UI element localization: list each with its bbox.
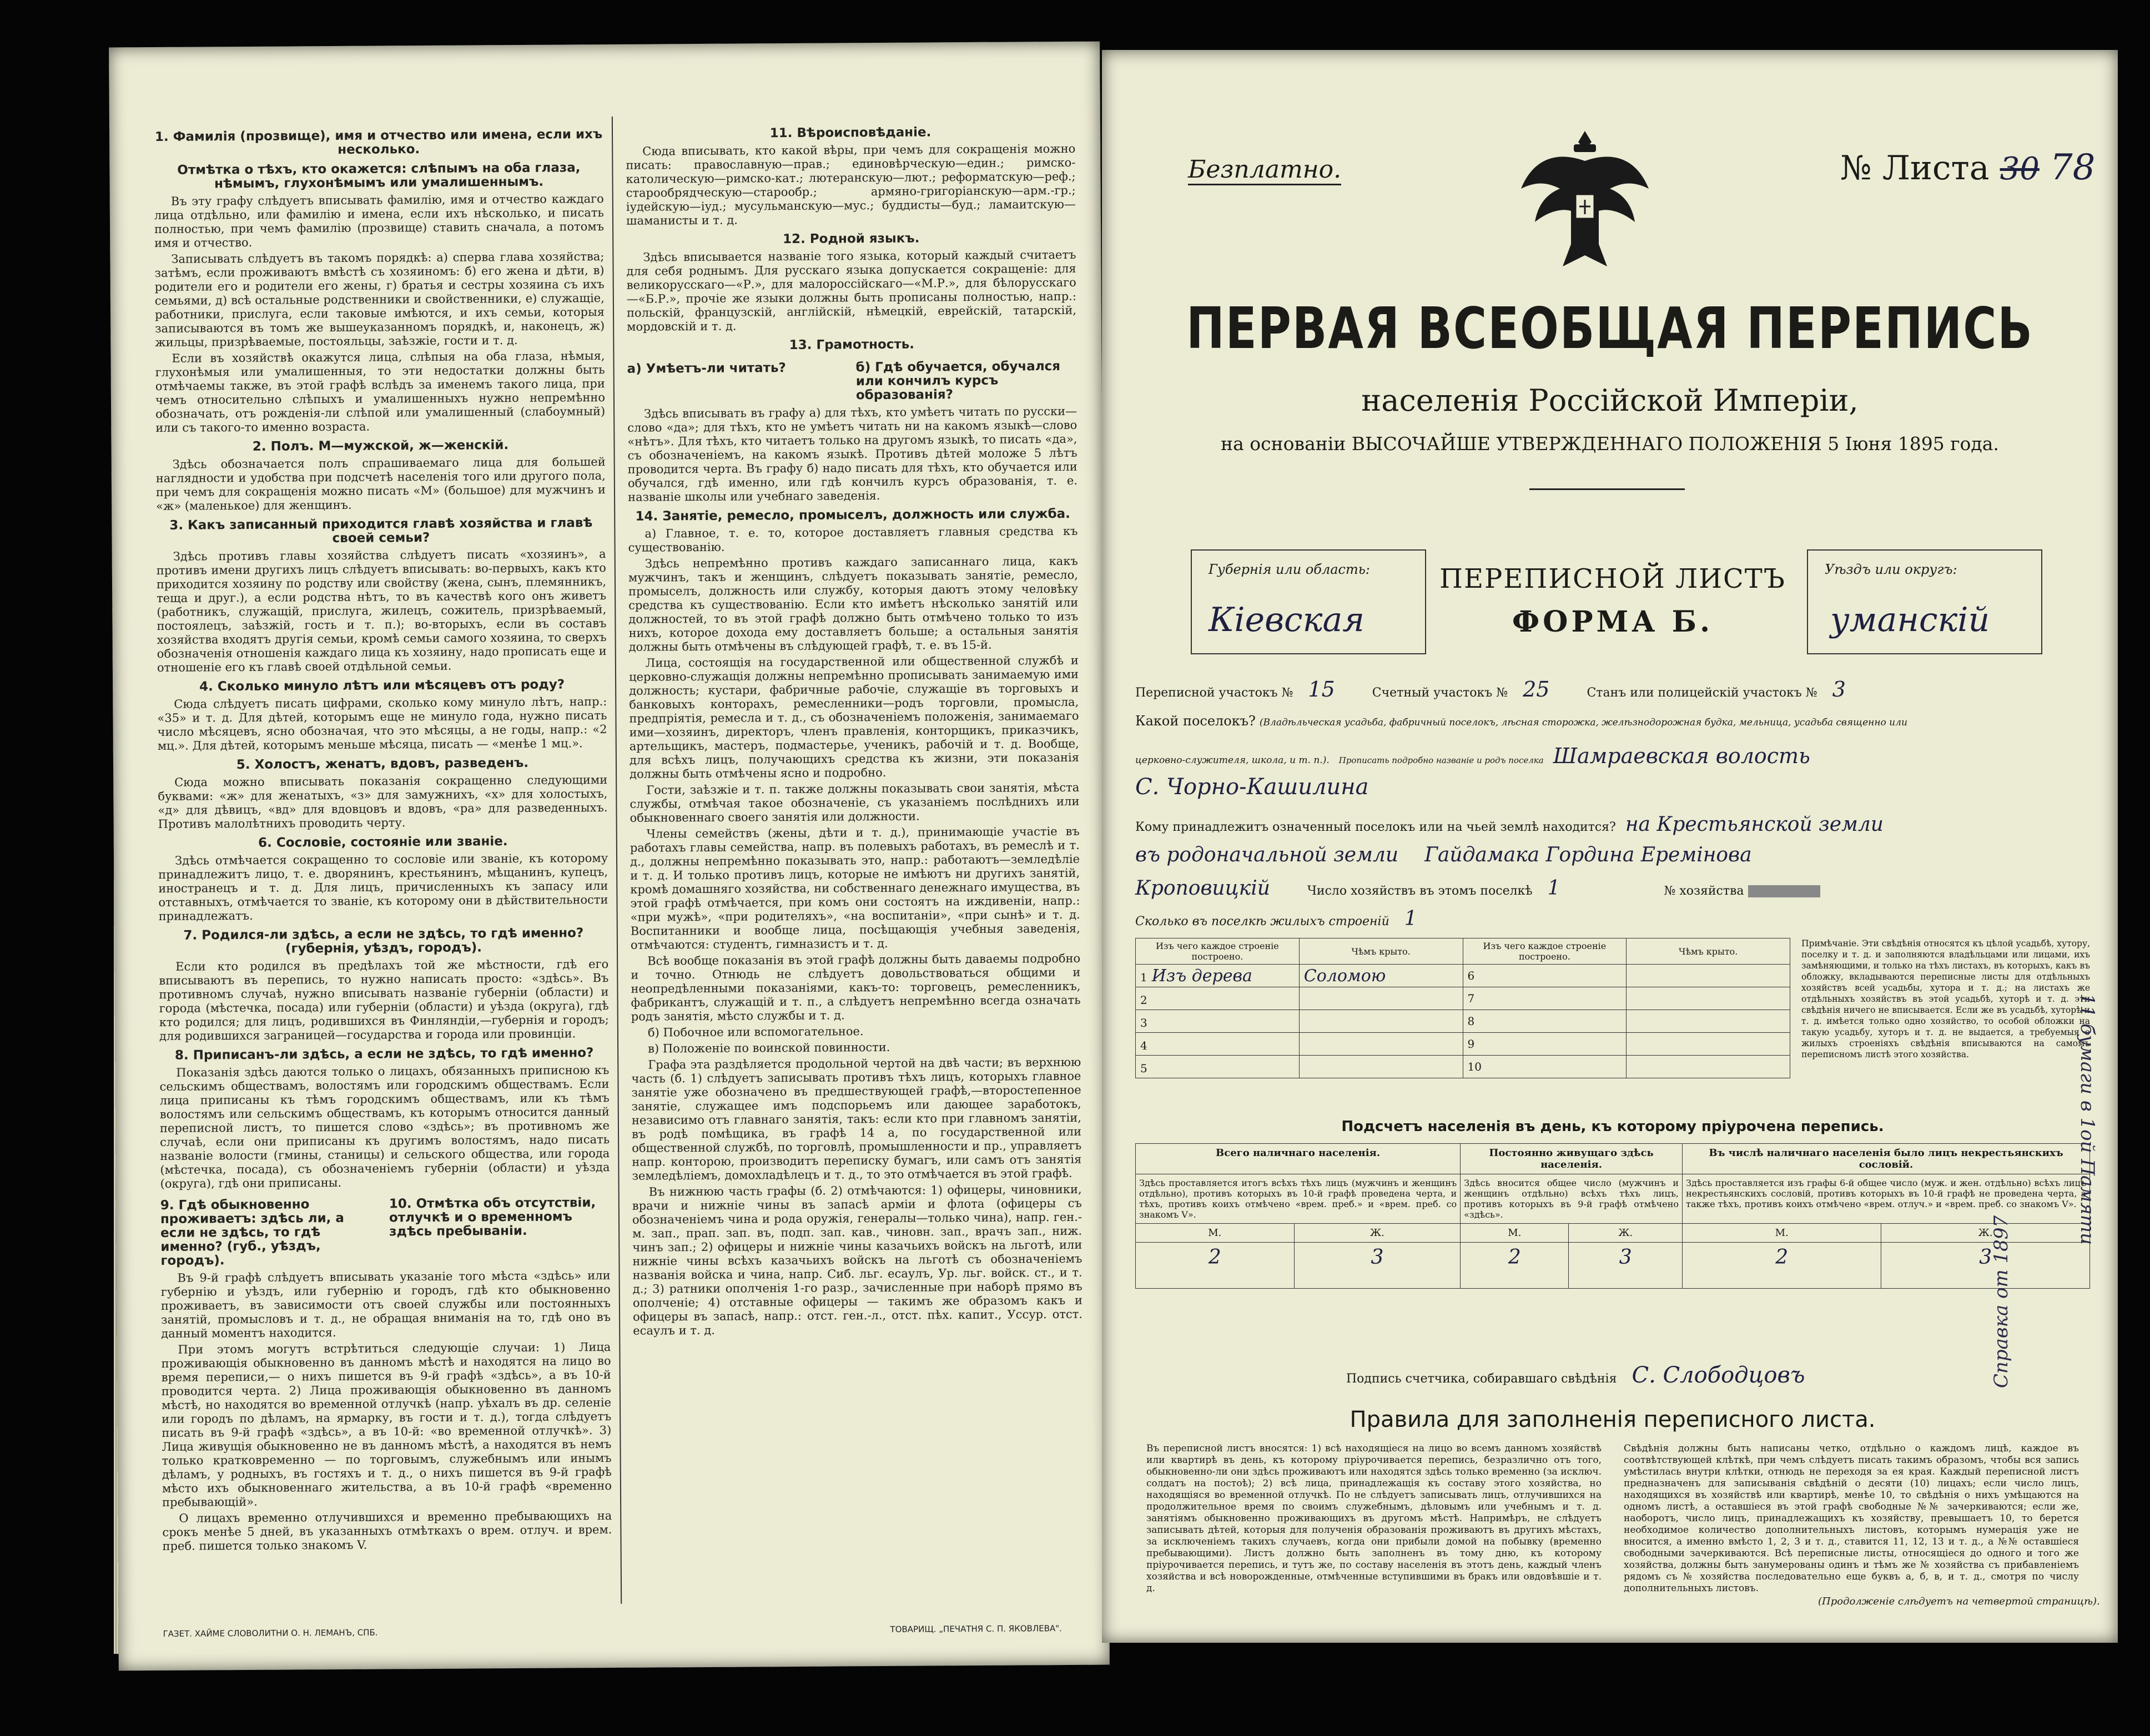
form-title: ПЕРЕПИСНОЙ ЛИСТЪ	[1439, 563, 1786, 594]
instruction-heading: 4. Сколько минуло лѣтъ или мѣсяцевъ отъ роду?	[199, 677, 565, 694]
instruction-paragraph: Здѣсь вписывать въ графу а) для тѣхъ, кто умѣетъ читать по русски—слово «да»; для тѣхъ, кто не умѣетъ читать ни на какомъ языкѣ—слово «нѣтъ». Для тѣхъ, кто читаетъ только на другомъ языкѣ, то писать «да», съ обозначеніемъ, на какомъ языкѣ. Противъ дѣтей моложе 5 лѣтъ проводится черта. Въ графу б) надо писать для тѣхъ, кто обучается или обучался, гдѣ именно, или гдѣ кончилъ курсъ образованія, т. е. названіе школы или учебнаго заведенія.	[627, 404, 1077, 504]
signature-value: С. Слободцовъ	[1632, 1362, 1805, 1388]
building-row	[1136, 1033, 1790, 1056]
district-label: Уѣздъ или округъ:	[1825, 562, 1957, 577]
instruction-paragraph: Здѣсь обозначается полъ спрашиваемаго лица для большей наглядности и удобства при подсчетѣ населенія того или другого пола, при чемъ для сокращенія можно писать «М» (большое) для мужчинъ и «ж» (маленькое) для женщинъ.	[155, 455, 606, 513]
building-number: 5	[1140, 1061, 1147, 1075]
instruction-paragraph: Лица, состоящія на государственной или общественной службѣ и церковно-служащія должны непремѣнно прописывать занимаемую ими должность; кустари, фабричные рабочіе, служащіе въ торговыхъ и банковыхъ конторахъ, ремесленники—родъ торговли, промысла, предпріятія, ремесла и т. д., съ обозначеніемъ положенія, занимаемаго ими—хозяинъ, директоръ, членъ правленія, конторщикъ, приказчикъ, артельщикъ, мастеръ, подмастерье, ученикъ, рабочій и т. д. Вообще, для всѣхъ лицъ, получающихъ средства къ жизни, эти показанія должны быть отмѣчены ясно и подробно.	[628, 653, 1080, 781]
instructions-column-2	[626, 119, 1084, 1598]
settlement-note-3: Прописать подробно названіе и родъ поселка	[1338, 755, 1544, 765]
owner-label: Кому принадлежитъ означенный поселокъ или на чьей землѣ находится?	[1135, 820, 1616, 834]
instruction-heading: 2. Полъ. М—мужской, ж—женскій.	[252, 438, 509, 454]
instruction-paragraph: Здѣсь вписывается названіе того языка, который каждый считаетъ для себя роднымъ. Для русскаго языка допускается сокращеніе: для великорусскаго—«Р.», для малороссійскаго—«М.Р.», для бѣлорусскаго—«Б.Р.», прочіе же языки должны быть прописаны полностью, напр.: польскій, французскій, англійскій, нѣмецкій, еврейскій, татарскій, мордовскій и т. д.	[626, 248, 1077, 334]
households-value: 1	[1547, 877, 1560, 900]
count-district-label: Счетный участокъ №	[1372, 686, 1508, 700]
building-material-value	[1147, 989, 1152, 1008]
instruction-heading: 6. Сословіе, состояніе или званіе.	[258, 834, 508, 850]
building-roof-value	[1299, 1056, 1463, 1078]
male-header: М.	[1683, 1224, 1881, 1243]
owner-value-3: Гайдамака Гордина Еремінова	[1424, 844, 1752, 866]
building-material-header: Изъ чего каждое строеніе построено.	[1136, 938, 1300, 965]
instruction-heading: 14. Занятіе, ремесло, промыселъ, должность или служба.	[635, 506, 1070, 524]
signature-label: Подпись счетчика, собиравшаго свѣдѣнія	[1346, 1372, 1617, 1386]
column-divider	[612, 117, 622, 1604]
settlement-line	[1135, 713, 2090, 729]
households-line	[1135, 877, 2090, 900]
instruction-heading: 1. Фамилія (прозвище), имя и отчество или имена, если ихъ несколько.	[154, 127, 603, 157]
non-peasant-male-value: 2	[1683, 1243, 1881, 1289]
instruction-paragraph: Въ 9-й графѣ слѣдуетъ вписывать указаніе того мѣста «здѣсь» или губернію и уѣздъ, или губернію и городъ, гдѣ кто обыкновенно проживаетъ, въ зависимости отъ своей службы или постоянныхъ занятій, промысловъ и т. д., не обращая вниманія на то, гдѣ оно въ данный моментъ находится.	[160, 1269, 611, 1340]
building-roof-cell	[1627, 1056, 1790, 1078]
instruction-paragraph: а) Главное, т. е. то, которое доставляетъ главныя средства къ существованію.	[628, 524, 1078, 554]
building-row	[1136, 1056, 1790, 1078]
province-box	[1191, 549, 1426, 654]
instruction-heading: а) Умѣетъ-ли читать?	[627, 361, 786, 376]
instruction-paragraph: Въ нижнюю часть графы (б. 2) отмѣчаются: 1) офицеры, чиновники, врачи и нижніе чины въ запасѣ арміи и флота (офицеры съ обозначеніемъ чина и рода оружія, генералы—только чина), напр. ген.-м. зап., прап. зап. въ, подп. зап. кав., чиновн. зап., врачъ зап., ниж. чинъ зап.; 2) офицеры и нижніе чины казачьихъ войскъ на льготѣ, или нижніе чины всѣхъ казачьихъ войскъ на льготѣ съ обозначеніемъ названія войска и чина, напр. Сиб. льг. есаулъ, Ур. льг. войск. ст., и т. д.; 3) ратники ополченія 1-го разр., зачисленные при наборѣ прямо въ ополченіе; 4) отставные офицеры — такимъ же образомъ какъ и офицеры въ запасѣ, напр.: отст. ген.-л., отст. пѣх. капит., Уссур. отст. есаулъ и т. д.	[632, 1182, 1083, 1338]
instruction-heading: Отмѣтка о тѣхъ, кто окажется: слѣпымъ на оба глаза, нѣмымъ, глухонѣмымъ или умалишеннымъ.	[177, 160, 581, 191]
building-roof-value	[1299, 987, 1463, 1010]
building-roof-header: Чѣмъ крыто.	[1299, 938, 1463, 965]
province-value: Кіевская	[1209, 600, 1364, 639]
census-decree: на основаніи ВЫСОЧАЙШЕ УТВЕРЖДЕННАГО ПОЛОЖЕНІЯ 5 Іюня 1895 года.	[1221, 433, 1999, 455]
instruction-paragraph: Графа эта раздѣляется продольной чертой на двѣ части; въ верхнюю часть (б. 1) слѣдуетъ записывать противъ тѣхъ лицъ, которыхъ главное занятіе уже обозначено въ предшествующей графѣ,—второстепенное занятіе, служащее имъ подспорьемъ или дающее заработокъ, независимо отъ главнаго занятія, такъ: если кто при главномъ занятіи, въ родѣ помѣщика, въ графѣ 14 а, по государственной или общественной службѣ, по торговлѣ, промышленности и пр., управляетъ напр. конторою, производитъ переписку бумагъ, или самъ отъ занятія земледѣліемъ, домохладѣлецъ и т. д., то это отмѣчается въ этой графѣ.	[631, 1055, 1082, 1183]
settlement-label: Какой поселокъ?	[1135, 713, 1256, 729]
free-of-charge-label: Безплатно.	[1188, 155, 1341, 185]
building-material-value	[1147, 1012, 1152, 1031]
margin-handwriting-2: Справка от 1897	[1990, 1215, 2012, 1389]
instruction-heading: 5. Холостъ, женатъ, вдовъ, разведенъ.	[236, 755, 529, 773]
instruction-paragraph: Гости, заѣзжіе и т. п. также должны показывать свои занятія, мѣста службы, отмѣчая такое обозначеніе, съ указаніемъ послѣднихъ или обыкновеннаго своего занятія или должности.	[630, 780, 1080, 825]
building-roof-cell	[1627, 987, 1790, 1010]
printer-footer-right: ТОВАРИЩ. „ПЕЧАТНЯ С. П. ЯКОВЛЕВА".	[890, 1623, 1062, 1634]
sheet-number	[1840, 147, 2095, 188]
settlement-volost-value: Шамраевская волость	[1553, 744, 1810, 768]
building-roof-value	[1299, 1010, 1463, 1033]
instruction-heading: 9. Гдѣ обыкновенно проживаетъ: здѣсь ли, а если не здѣсь, то гдѣ именно? (губ., уѣздъ, городъ).	[160, 1197, 344, 1268]
permanent-male-value: 2	[1461, 1243, 1569, 1289]
permanent-female-value: 3	[1569, 1243, 1683, 1289]
district-box	[1807, 549, 2042, 654]
instruction-heading: 7. Родился-ли здѣсь, а если не здѣсь, то гдѣ именно? (губернія, уѣздъ, городъ).	[183, 926, 584, 956]
building-material-value	[1147, 1057, 1152, 1077]
owner-value-2: въ родоначальной земли	[1135, 844, 1399, 866]
present-population-desc: Здѣсь проставляется итогъ всѣхъ тѣхъ лицъ (мужчинъ и женщинъ отдѣльно), противъ которыхъ въ 10-й графѣ проведена черта, и тѣхъ, противъ коихъ отмѣчено «врем. преб.» и «врем. преб. со знакомъ V».	[1136, 1174, 1461, 1224]
buildings-line	[1135, 907, 1417, 930]
building-material-cell	[1136, 987, 1300, 1010]
building-number: 3	[1140, 1016, 1147, 1030]
settlement-village-value: С. Чорно-Кашилина	[1135, 774, 1369, 800]
instruction-paragraph: б) Побочное или вспомогательное.	[647, 1025, 864, 1039]
building-material-cell	[1136, 1033, 1300, 1056]
instruction-heading: б) Гдѣ обучается, обучался или кончилъ курсъ образованія?	[855, 359, 1061, 403]
instruction-heading: 12. Родной языкъ.	[782, 231, 920, 247]
instruction-paragraph: Сюда можно вписывать показанія сокращенно следующими буквами: «ж» для женатыхъ, «з» для замужнихъ, «х» для холостыхъ, «д» для дѣвицъ, «вд» для вдовцовъ и вдовъ, «ра» для разведенныхъ. Противъ малолѣтнихъ проводить черту.	[158, 773, 608, 831]
instruction-heading: 3. Какъ записанный приходится главѣ хозяйства и главѣ своей семьи?	[169, 516, 593, 546]
instruction-paragraph: в) Положеніе по воинской повинности.	[648, 1040, 890, 1056]
instruction-paragraph: Сюда вписывать, кто какой вѣры, при чемъ для сокращенія можно писать: православную—прав.; единовѣрческую—един.; римско-католическую—римско-кат.; лютеранскую—лют.; реформатскую—реф.; старообрядческую—старообр.; армяно-григоріанскую—арм.-гр.; іудейскую—іуд.; мусульманскую—мус.; буддисты—буд.; ламаитскую—шаманисты и т. д.	[626, 142, 1076, 228]
police-district-value: 3	[1832, 677, 1846, 702]
building-number: 2	[1140, 993, 1147, 1007]
sheet-number-label: № Листа	[1840, 149, 1990, 188]
building-number: 1	[1140, 970, 1147, 984]
instructions-column-1	[154, 122, 612, 1601]
non-peasant-desc: Здѣсь проставляется изъ графы 6-й общее число (муж. и жен. отдѣльно) всѣхъ лицъ некрестьянскихъ сословій, противъ которыхъ въ 10-й графѣ не проведена черта, а также тѣхъ, противъ коихъ отмѣчено «врем. отлуч.» и «врем. преб. со знакомъ V».	[1683, 1174, 2090, 1224]
building-number: 10	[1463, 1056, 1627, 1078]
district-value: уманскій	[1830, 600, 1990, 639]
settlement-note-2: церковно-служителя, школа, и т. п.).	[1135, 755, 1330, 766]
building-number: 9	[1463, 1033, 1627, 1056]
count-district-value: 25	[1523, 677, 1550, 702]
province-label: Губернія или область:	[1209, 562, 1370, 577]
non-peasant-female-value: 3	[1881, 1243, 2090, 1289]
margin-handwriting: 11 бумаги в 1ой Памяти	[2076, 993, 2098, 1245]
building-row	[1136, 987, 1790, 1010]
instruction-paragraph: Если кто родился въ предѣлахъ той же мѣстности, гдѣ его вписываютъ въ перепись, то нужно написать просто: «здѣсь». Въ противномъ случаѣ, нужно вписывать названіе губерніи (области) и города (мѣстечка, посада) или губерніи (области) и уѣзда (округа), гдѣ кто родился; для лицъ, родившихся въ Финляндіи,—губернія и городъ; для родившихся заграницей—государства и города или провинціи.	[159, 957, 609, 1043]
permanent-population-header: Постоянно живущаго здѣсь населенія.	[1461, 1144, 1683, 1174]
female-header: Ж.	[1881, 1224, 2090, 1243]
building-number: 8	[1463, 1010, 1627, 1033]
title-rule	[1529, 488, 1685, 490]
owner-value-4: Кроповицкій	[1135, 877, 1270, 900]
female-header: Ж.	[1294, 1224, 1461, 1243]
building-number: 4	[1140, 1038, 1147, 1052]
instruction-heading: 11. Вѣроисповѣданіе.	[769, 125, 932, 141]
rules-title: Правила для заполненія переписного листа.	[1350, 1407, 1876, 1432]
instruction-paragraph: Сюда слѣдуетъ писать цифрами, сколько кому минуло лѣтъ, напр.: «35» и т. д. Для дѣтей, которымъ еще не минуло года, нужно писать число мѣсяцевъ, ясно обозначая, что это мѣсяцы, а не годы, напр.: «2 мц.». Для дѣтей, которымъ меньше мѣсяца, писать — «менѣе 1 мц.».	[157, 695, 607, 753]
building-material-cell	[1136, 965, 1300, 987]
instruction-paragraph: Члены семействъ (жены, дѣти и т. д.), принимающіе участіе въ работахъ главы семейства, напр. въ полевыхъ работахъ, въ ремеслѣ и т. д., должны непремѣнно показывать это, напр.: работаютъ—земледѣліе и т. д. И только противъ лицъ, которые не имѣютъ ни другихъ занятій, кромѣ домашняго хозяйства, ни собственнаго денежнаго имущества, въ этой графѣ отмѣчается, при комъ они состоятъ на иждивеніи, напр.: «при мужѣ», «при родителяхъ», «на воспитаніи», «при сынѣ» и т. д. Воспитанники и вообще лица, посѣщающія учебныя заведенія, отмѣчаются: студентъ, гимназистъ и т. д.	[630, 824, 1080, 952]
census-subtitle: населенія Россійской Имперіи,	[1361, 383, 1859, 418]
instruction-paragraph: Если въ хозяйствѣ окажутся лица, слѣпыя на оба глаза, нѣмыя, глухонѣмыя или умалишенныя, то эти недостатки должны быть отмѣчаемы также, въ этой графѣ вслѣдъ за именемъ такого лица, при чемъ относительно слѣпыхъ и умалишенныхъ нужно непремѣнно обозначать, отъ рожденія-ли слѣпой или умалишенный (слабоумный) или съ такого-то именно возраста.	[155, 349, 606, 435]
instruction-paragraph: Всѣ вообще показанія въ этой графѣ должны быть даваемы подробно и точно. Отнюдь не слѣдуетъ довольствоваться общими и неопредѣленными показаніями, какъ-то: торговецъ, ремесленникъ, фабрикантъ, служащій и т. п., а слѣдуетъ непремѣнно всегда означать родъ занятія, мѣсто службы и т. д.	[631, 951, 1081, 1023]
building-roof-cell	[1627, 965, 1790, 987]
instruction-paragraph: Здѣсь отмѣчается сокращенно то сословіе или званіе, къ которому принадлежитъ лицо, т. е. дворянинъ, крестьянинъ, мѣщанинъ, купецъ, иностранецъ и т. д. Для лицъ, причисленныхъ къ запасу или отставныхъ, отмѣчается то званіе, къ которому они в дѣйствительности принадлежатъ.	[158, 851, 608, 923]
sheet-number-struck: 30	[2000, 151, 2040, 187]
male-header: М.	[1461, 1224, 1569, 1243]
female-header: Ж.	[1569, 1224, 1683, 1243]
present-population-header: Всего наличнаго населенія.	[1136, 1144, 1461, 1174]
non-peasant-header: Въ числѣ наличнаго населенія было лицъ некрестьянскихъ сословій.	[1683, 1144, 2090, 1174]
form-name: ФОРМА Б.	[1512, 605, 1714, 639]
instruction-paragraph: Записывать слѣдуетъ въ такомъ порядкѣ: а) сперва глава хозяйства; затѣмъ, если проживаютъ вмѣстѣ съ хозяиномъ: б) его жена и дѣти, в) родители его и родители его жены, г) братья и сестры хозяина съ ихъ семьями, д) всѣ остальные родственники и свойственники, е) служащіе, работники, прислуга, если таковые имѣются, и ихъ семьи, которыя записываются въ томъ же вышеуказанномъ порядкѣ, и, наконецъ, ж) жильцы, призрѣваемые, постояльцы, заѣзжіе, гости и т. д.	[154, 250, 605, 349]
building-material-header-2: Изъ чего каждое строеніе построено.	[1463, 938, 1627, 965]
buildings-value: 1	[1404, 907, 1417, 930]
permanent-population-desc: Здѣсь вносится общее число (мужчинъ и женщинъ отдѣльно) всѣхъ тѣхъ лицъ, противъ которыхъ въ 9-й графѣ отмѣчено «здѣсь».	[1461, 1174, 1683, 1224]
buildings-label: Сколько въ поселкѣ жилыхъ строеній	[1135, 915, 1389, 928]
rules-text-left: Въ переписной листъ вносятся: 1) всѣ находящіеся на лицо во всемъ данномъ хозяйствѣ или квартирѣ въ день, къ которому пріурочивается перепись, безразлично отъ того, обыкновенно-ли они здѣсь проживаютъ или находятся здѣсь только временно (за исключ. солдатъ на постоѣ); 2) всѣ лица, принадлежащія къ составу этого хозяйства, но находящіяся во временной отлучкѣ. По не слѣдуетъ записывать лицъ, отлучившихся на продолжительное время по своимъ служебнымъ, дѣловымъ или учебнымъ и т. д. занятіямъ обыкновенно проживающихъ въ другомъ мѣстѣ. Напримѣръ, не слѣдуетъ записывать дѣтей, которыя для полученія образованія проживаютъ въ другихъ мѣстахъ, за исключеніемъ такихъ случаевъ, когда они прибыли домой на побывку (временно пребывающими). Листъ должно быть заполненъ въ тому дню, къ которому пріурочивается перепись, и тутъ же, по составу населенія въ этотъ день, каждый членъ хозяйства и всѣ новорожденные, отмѣченные вступившими въ бракъ или овдовѣвшіе и т. д.	[1146, 1443, 1602, 1594]
settlement-name-line	[1135, 744, 2090, 768]
building-number: 7	[1463, 987, 1627, 1010]
census-district-value: 15	[1308, 677, 1335, 702]
left-page	[109, 42, 1110, 1671]
buildings-note: Примѣчаніе. Эти свѣдѣнія относятся къ цѣлой усадьбѣ, хутору, поселку и т. д. и заполняются владѣльцами или лицами, ихъ замѣняющими, и только на тѣхъ листахъ, въ которыхъ, какъ въ обложку, вкладываются переписные листы для отдѣльныхъ хозяйствъ всей усадьбы, хутора и т. д.; на листахъ же отдѣльныхъ хозяйствъ въ этой усадьбѣ, хуторѣ и т. д. эти свѣдѣнія ничего не вписывается. Если же въ усадьбѣ, хуторѣ и т. д. имѣется только одно хозяйство, то особой обложки на такую усадьбу, хуторъ и т. д. не выдается, а требуемыя о жилыхъ строеніяхъ свѣдѣнія вписываются на самомъ переписномъ листѣ этого хозяйства.	[1801, 938, 2090, 1059]
building-row	[1136, 965, 1790, 987]
instruction-paragraph: Показанія здѣсь даются только о лицахъ, обязанныхъ приписною къ сельскимъ обществамъ, волостямъ или городскимъ обществамъ. Если лица приписаны къ тѣмъ городскимъ обществамъ, или къ тѣмъ волостямъ или сельскимъ обществамъ, къ которымъ относится данный переписной листъ, то пишется слово «здѣсь»; въ противномъ же случаѣ, если они приписаны къ другимъ волостямъ, надо писать названіе волости (гмины, станицы) и сельского общества, или города (мѣстечка, посада), съ обозначеніемъ губерніи (области) и уѣзда (округа), гдѣ они приписаны.	[159, 1063, 610, 1190]
instruction-heading-pair	[160, 1190, 611, 1271]
owner-line	[1135, 813, 2090, 836]
double-headed-eagle-emblem	[1515, 128, 1654, 277]
sheet-number-handwritten: 78	[2050, 147, 2096, 188]
census-district-label: Переписной участокъ №	[1135, 686, 1293, 700]
buildings-table	[1135, 938, 1790, 1078]
instruction-paragraph: О лицахъ временно отлучившихся и временно пребывающихъ на срокъ менѣе 5 дней, въ указанныхъ отмѣткахъ о врем. отлуч. и врем. преб. пишется только знакомъ V.	[162, 1508, 612, 1553]
owner-value: на Крестьянской земли	[1625, 813, 1884, 836]
present-female-value: 3	[1294, 1243, 1461, 1289]
building-roof-cell	[1627, 1010, 1790, 1033]
building-roof-value: Соломою	[1299, 965, 1463, 987]
instruction-paragraph: При этомъ могутъ встрѣтиться следующіе случаи: 1) Лица проживающія обыкновенно въ данномъ мѣстѣ и находятся на лицо во время переписи,— о нихъ пишется въ 9-й графѣ «здѣсь», а въ 10-й проводится черта. 2) Лица проживающія обыкновенно въ данномъ мѣстѣ, но находятся во временной отлучкѣ (напр. уѣхалъ въ др. селеніе или городъ по дѣламъ, на ярмарку, въ гости и т. д.), тогда слѣдуетъ писать въ 9-й графѣ «здѣсь», а въ 10-й: «во временной отлучкѣ». 3) Лица живущія обыкновенно не въ данномъ мѣстѣ, а находятся въ немъ только кратковременно — по торговымъ, служебнымъ или инымъ дѣламъ, у родныхъ, въ гостяхъ и т. д., о нихъ пишется въ 9-й графѣ мѣсто ихъ обыкновеннаго жительства, а въ 10-й графѣ «временно пребывающій».	[161, 1340, 612, 1509]
rules-continued: (Продолженіе слѣдуетъ на четвертой страницѣ).	[1818, 1596, 2100, 1607]
building-material-value: Изъ дерева	[1151, 966, 1252, 986]
building-material-cell	[1136, 1056, 1300, 1078]
rules-text-right: Свѣдѣнія должны быть написаны четко, отдѣльно о каждомъ лицѣ, каждое въ соотвѣтствующей клѣткѣ, при чемъ слѣдуетъ писать такимъ образомъ, чтобы вся запись умѣстилась внутри клѣтки, отнюдь не переходя за ея края. Каждый переписной листъ предназначенъ для записыванія свѣдѣній о десяти (10) лицахъ; если число лицъ, находящихся въ хозяйствѣ или квартирѣ, менѣе 10, то свѣдѣнія о нихъ умѣщаются на одномъ листѣ, а оставшіеся въ этой графѣ свободные №№ зачеркиваются; если же, наоборотъ, число лицъ, принадлежащихъ къ хозяйству, превышаетъ 10, то берется необходимое количество дополнительныхъ листовъ, которымъ нумерація уже не вносится, а именно вмѣсто 1, 2, 3 и т. д., ставится 11, 12, 13 и т. д., а №№ оставшіеся свободными зачеркиваются. Всѣ переписные листы, относящіеся до одного и того же хозяйства, должны быть занумерованы одинъ и тѣмъ же № хозяйства съ прибавленіемъ рядомъ съ № хозяйства последовательно еще буквъ а, б, в, и т. д., смотря по числу дополнительныхъ листовъ.	[1624, 1443, 2079, 1593]
census-form-page	[1102, 50, 2118, 1643]
households-label: Число хозяйствъ въ этомъ поселкѣ	[1307, 884, 1533, 898]
building-roof-header-2: Чѣмъ крыто.	[1627, 938, 1790, 965]
census-title: ПЕРВАЯ ВСЕОБЩАЯ ПЕРЕПИСЬ	[1186, 296, 2033, 362]
enumerator-signature-line	[1346, 1362, 1805, 1388]
instruction-heading: 10. Отмѣтка объ отсутствіи, отлучкѣ и о временномъ здѣсь пребываніи.	[389, 1195, 596, 1239]
instruction-paragraph: Здѣсь противъ главы хозяйства слѣдуетъ писать «хозяинъ», а противъ имени другихъ лицъ слѣдуетъ вписывать: во-первыхъ, какъ кто приходится хозяину по родству или свойству (жена, сынъ, племянникъ, теща и друг.), а если родства нѣтъ, то въ качествѣ кого онъ живетъ (работникъ, служащій, прислуга, жилецъ, сожитель, призрѣваемый, постоялецъ, заѣзжій, гость и т. п.); во-вторыхъ, если въ составъ хозяйства входятъ другія семьи, кромѣ семьи самого хозяина, то сверхъ обозначенія отношенія каждаго лица къ хозяину, надо прописать еще и отношеніе его къ главѣ своей отдѣльной семьи.	[156, 547, 607, 674]
instruction-heading-pair	[627, 354, 1077, 407]
building-roof-cell	[1627, 1033, 1790, 1056]
population-count-table	[1135, 1143, 2090, 1289]
settlement-note: (Владѣльческая усадьба, фабричный поселокъ, лѣсная сторожка, желѣзнодорожная будка, мельница, усадьба священно или	[1259, 717, 1907, 728]
male-header: М.	[1136, 1224, 1295, 1243]
instruction-heading: 13. Грамотность.	[789, 337, 915, 353]
present-male-value: 2	[1136, 1243, 1295, 1289]
police-district-label: Станъ или полицейскій участокъ №	[1587, 686, 1817, 700]
household-number-redacted	[1748, 885, 1820, 897]
printer-footer-left: ГАЗЕТ. ХАЙМЕ СЛОВОЛИТНИ О. Н. ЛЕМАНЪ, СПБ.	[163, 1627, 378, 1639]
instruction-paragraph: Въ эту графу слѣдуетъ вписывать фамилію, имя и отчество каждаго лица отдѣльно, или фамилію и имена, если ихъ нѣсколько, и писать полностью, при чемъ фамилію (прозвище) ставить сначала, а потомъ имя и отчество.	[154, 192, 605, 250]
instruction-heading: 8. Приписанъ-ли здѣсь, а если не здѣсь, то гдѣ именно?	[174, 1046, 594, 1063]
building-row	[1136, 1010, 1790, 1033]
building-number: 6	[1463, 965, 1627, 987]
building-roof-value	[1299, 1033, 1463, 1056]
owner-line-2	[1135, 844, 2090, 866]
instruction-paragraph: Здѣсь непремѣнно противъ каждаго записаннаго лица, какъ мужчинъ, такъ и женщинъ, слѣдуетъ показывать занятіе, ремесло, промыселъ, должность или службу, которыя даютъ этому человѣку средства къ существованію. Если кто имѣетъ нѣсколько занятій или должностей, то въ этой графѣ должно быть отмѣчено только то изъ нихъ, которое дохода ему доставляетъ больше; а остальныя занятія должны быть отмѣчены въ слѣдующей графѣ, т. е. въ 15-й.	[628, 554, 1079, 654]
enumeration-line	[1135, 677, 2079, 702]
population-count-title: Подсчетъ населенія въ день, къ которому пріурочена перепись.	[1341, 1118, 1884, 1135]
household-number-label: № хозяйства	[1664, 884, 1744, 898]
building-material-cell	[1136, 1010, 1300, 1033]
building-material-value	[1147, 1034, 1152, 1054]
